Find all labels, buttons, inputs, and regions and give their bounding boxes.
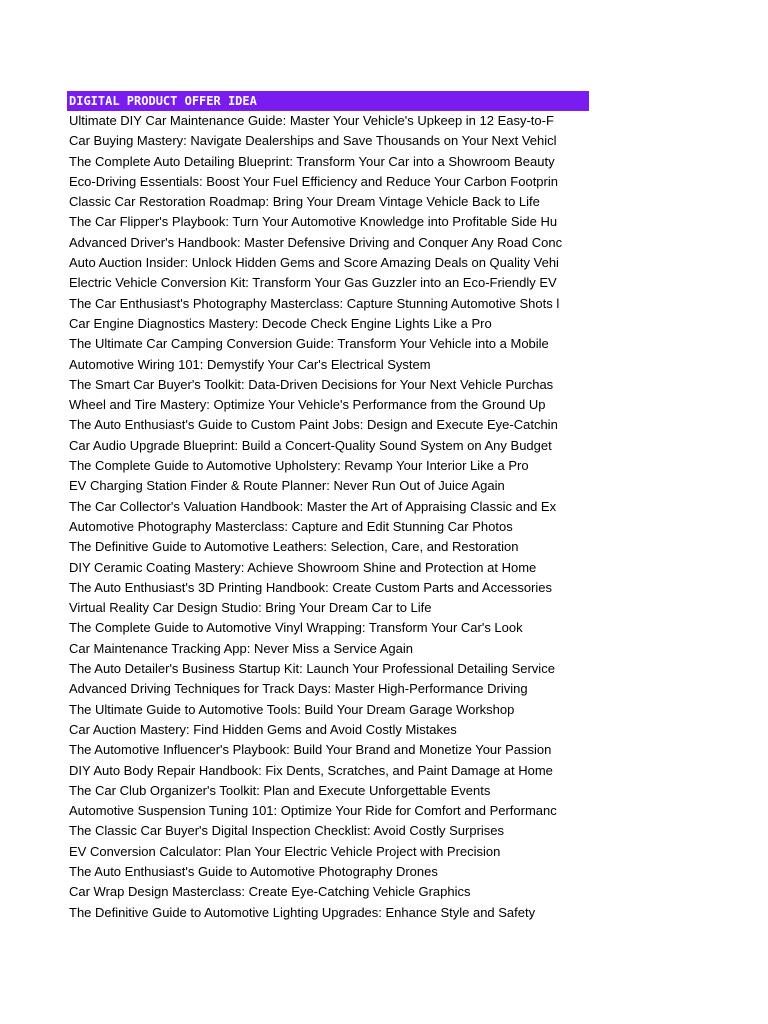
idea-row[interactable]: EV Conversion Calculator: Plan Your Electric Vehicle Project with Precision xyxy=(69,843,501,859)
idea-row[interactable]: Auto Auction Insider: Unlock Hidden Gems and Score Amazing Deals on Quality Vehi xyxy=(69,255,559,271)
idea-row[interactable]: The Automotive Influencer's Playbook: Build Your Brand and Monetize Your Passion xyxy=(69,742,552,758)
spreadsheet-column xyxy=(67,91,589,923)
idea-row[interactable]: Advanced Driving Techniques for Track Days: Master High-Performance Driving xyxy=(69,681,528,697)
idea-row[interactable]: Car Audio Upgrade Blueprint: Build a Concert-Quality Sound System on Any Budget xyxy=(69,437,552,453)
idea-row[interactable]: Automotive Suspension Tuning 101: Optimize Your Ride for Comfort and Performanc xyxy=(69,803,557,819)
idea-row[interactable]: The Classic Car Buyer's Digital Inspection Checklist: Avoid Costly Surprises xyxy=(69,823,505,839)
idea-row[interactable]: DIY Ceramic Coating Mastery: Achieve Showroom Shine and Protection at Home xyxy=(69,559,537,575)
idea-row[interactable]: The Car Enthusiast's Photography Masterclass: Capture Stunning Automotive Shots l xyxy=(69,295,560,311)
idea-row[interactable]: Wheel and Tire Mastery: Optimize Your Vehicle's Performance from the Ground Up xyxy=(69,397,546,413)
idea-row[interactable]: The Complete Auto Detailing Blueprint: Transform Your Car into a Showroom Beauty xyxy=(69,153,555,169)
idea-row[interactable]: Car Auction Mastery: Find Hidden Gems and Avoid Costly Mistakes xyxy=(69,721,457,737)
idea-row[interactable]: The Ultimate Car Camping Conversion Guide: Transform Your Vehicle into a Mobile xyxy=(69,336,549,352)
idea-row[interactable]: The Smart Car Buyer's Toolkit: Data-Driven Decisions for Your Next Vehicle Purchas xyxy=(69,376,554,392)
idea-row[interactable]: Virtual Reality Car Design Studio: Bring Your Dream Car to Life xyxy=(69,600,432,616)
column-header[interactable]: DIGITAL PRODUCT OFFER IDEA xyxy=(67,91,589,111)
idea-row[interactable]: The Car Collector's Valuation Handbook: Master the Art of Appraising Classic and Ex xyxy=(69,498,557,514)
idea-row[interactable]: Eco-Driving Essentials: Boost Your Fuel Efficiency and Reduce Your Carbon Footprin xyxy=(69,173,558,189)
idea-row[interactable]: EV Charging Station Finder & Route Planner: Never Run Out of Juice Again xyxy=(69,478,505,494)
idea-row[interactable]: The Car Club Organizer's Toolkit: Plan and Execute Unforgettable Events xyxy=(69,782,491,798)
idea-list xyxy=(67,111,589,923)
idea-row[interactable]: The Ultimate Guide to Automotive Tools: Build Your Dream Garage Workshop xyxy=(69,701,515,717)
idea-row[interactable]: DIY Auto Body Repair Handbook: Fix Dents, Scratches, and Paint Damage at Home xyxy=(69,762,553,778)
idea-row[interactable]: Automotive Wiring 101: Demystify Your Car's Electrical System xyxy=(69,356,431,372)
idea-row[interactable]: The Auto Enthusiast's Guide to Custom Paint Jobs: Design and Execute Eye-Catchin xyxy=(69,417,558,433)
idea-row[interactable]: Car Engine Diagnostics Mastery: Decode Check Engine Lights Like a Pro xyxy=(69,315,492,331)
idea-row[interactable]: Electric Vehicle Conversion Kit: Transform Your Gas Guzzler into an Eco-Friendly EV xyxy=(69,275,557,291)
idea-row[interactable]: The Auto Detailer's Business Startup Kit: Launch Your Professional Detailing Service xyxy=(69,661,555,677)
idea-row[interactable]: Car Buying Mastery: Navigate Dealerships and Save Thousands on Your Next Vehicl xyxy=(69,133,557,149)
idea-row[interactable]: Car Maintenance Tracking App: Never Miss a Service Again xyxy=(69,640,413,656)
idea-row[interactable]: Classic Car Restoration Roadmap: Bring Your Dream Vintage Vehicle Back to Life xyxy=(69,194,540,210)
idea-row[interactable]: Automotive Photography Masterclass: Capture and Edit Stunning Car Photos xyxy=(69,518,513,534)
idea-row[interactable]: The Definitive Guide to Automotive Leathers: Selection, Care, and Restoration xyxy=(69,539,519,555)
idea-row[interactable]: The Auto Enthusiast's Guide to Automotive Photography Drones xyxy=(69,863,438,879)
idea-row[interactable]: The Auto Enthusiast's 3D Printing Handbook: Create Custom Parts and Accessories xyxy=(69,579,553,595)
idea-row[interactable]: Car Wrap Design Masterclass: Create Eye-Catching Vehicle Graphics xyxy=(69,884,471,900)
idea-row[interactable]: Ultimate DIY Car Maintenance Guide: Master Your Vehicle's Upkeep in 12 Easy-to-F xyxy=(69,113,554,128)
idea-row[interactable]: The Definitive Guide to Automotive Lighting Upgrades: Enhance Style and Safety xyxy=(69,904,536,920)
idea-row[interactable]: The Complete Guide to Automotive Vinyl Wrapping: Transform Your Car's Look xyxy=(69,620,523,636)
idea-row[interactable]: Advanced Driver's Handbook: Master Defensive Driving and Conquer Any Road Conc xyxy=(69,234,563,250)
idea-row[interactable]: The Car Flipper's Playbook: Turn Your Automotive Knowledge into Profitable Side Hu xyxy=(69,214,558,230)
idea-row[interactable]: The Complete Guide to Automotive Upholstery: Revamp Your Interior Like a Pro xyxy=(69,458,529,474)
